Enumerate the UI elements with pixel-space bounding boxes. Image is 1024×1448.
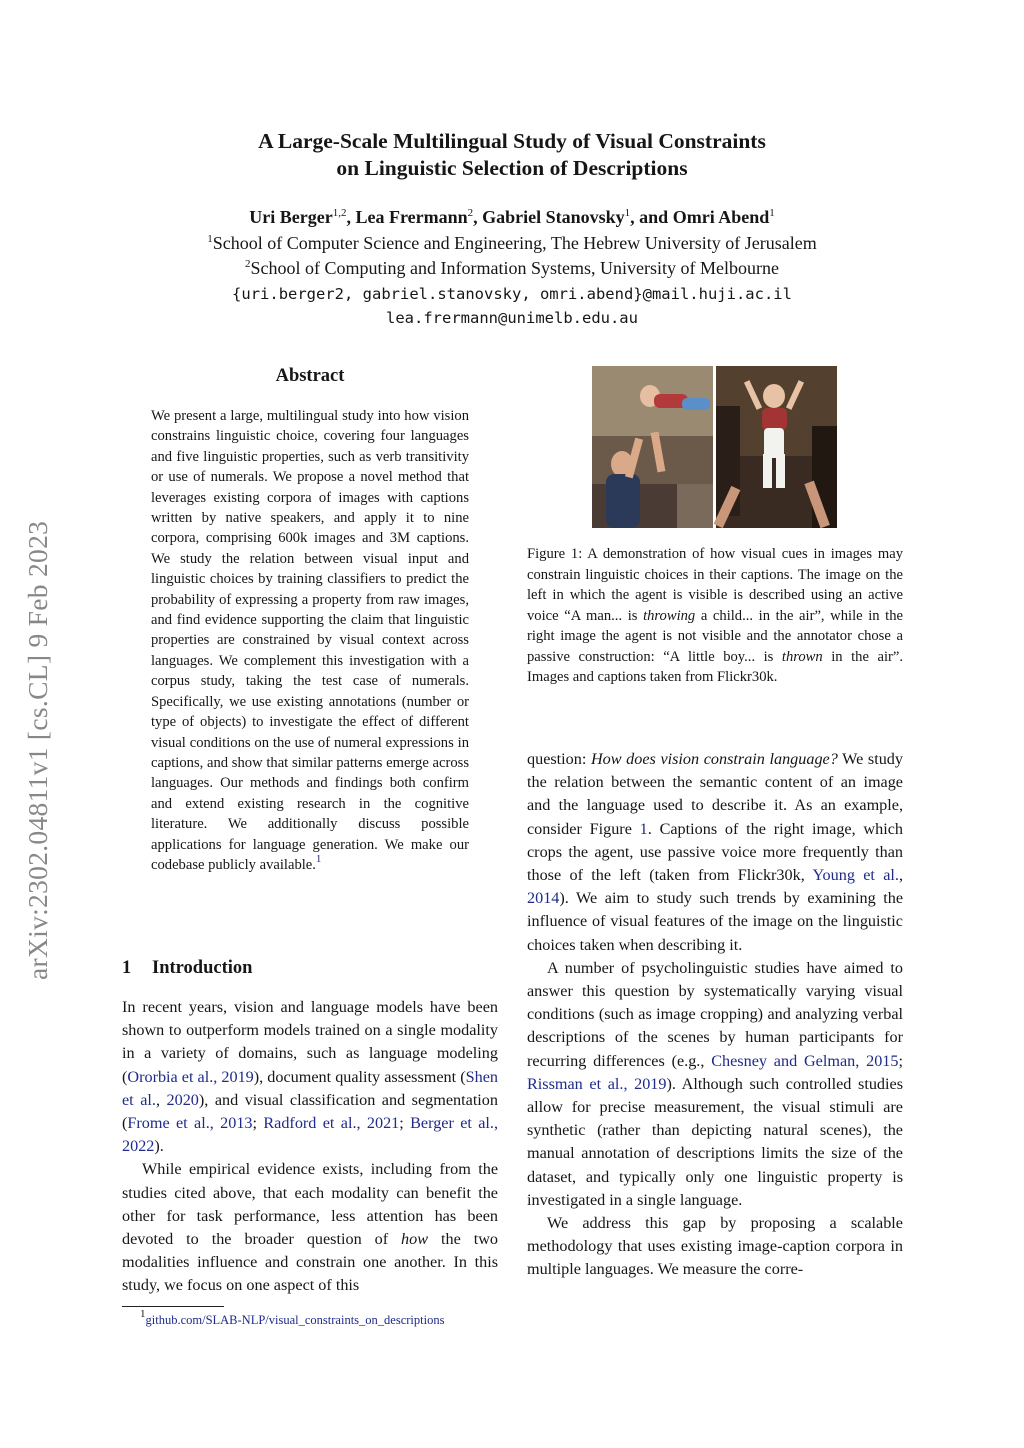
paragraph [122, 996, 498, 1158]
intro-right-column [527, 748, 903, 1282]
figure-1-photos [592, 366, 837, 528]
emphasis: How does vision constrain language? [590, 750, 838, 768]
text-run: A number of psycholinguistic studies have aimed to answer this question by systematically varying visual conditions (such as image cropping) and analyzing verbal descriptions of the scenes by human participants for recurring differences (e.g., [527, 958, 903, 1070]
citation-link[interactable]: Young et al. [812, 866, 899, 885]
citation-link[interactable]: Chesney and Gelman, 2015 [711, 1051, 899, 1070]
paragraph [122, 1158, 498, 1297]
affiliation-mark: 1 [207, 233, 213, 245]
text-run: question: [527, 750, 591, 768]
affiliation-mark: 2 [245, 258, 251, 270]
author-name: Lea Frermann [355, 207, 468, 227]
author-separator: , [346, 207, 356, 227]
citation-link[interactable]: 2020 [166, 1090, 199, 1109]
citation-link[interactable]: 2014 [527, 889, 560, 908]
footnote-link[interactable]: github.com/SLAB-NLP/visual_constraints_on_descriptions [145, 1313, 445, 1327]
footnote-rule [122, 1306, 224, 1307]
figure-1-caption [527, 544, 903, 688]
section-title: Introduction [152, 958, 253, 978]
paragraph [527, 1212, 903, 1282]
text-run: ; [399, 1114, 411, 1133]
text-run: the two modalities influence and constrain one another. In this study, we focus on one aspect of this [122, 1230, 498, 1295]
email-line-1: {uri.berger2, gabriel.stanovsky, omri.abend}@mail.huji.ac.il [232, 285, 792, 303]
author-affil-mark: 1,2 [332, 207, 347, 219]
text-run: We study the relation between the semantic content of an image and the language used to describe it. As an example, consider Figure [527, 750, 903, 838]
text-run: , [898, 866, 903, 885]
footnote-mark: 1 [140, 1308, 146, 1320]
citation-link[interactable]: Ororbia et al., 2019 [127, 1067, 254, 1086]
text-run: , [155, 1090, 167, 1109]
paper-title [0, 128, 1024, 182]
affiliation-2 [0, 257, 1024, 279]
abstract-text: We present a large, multilingual study into how vision constrains linguistic choice, covering four languages and five linguistic properties, such as verb transitivity or use of numerals. We propose a novel method that leverages existing corpora of images with captions written by native speakers, and apply it to nine corpora, comprising 600k images and 3M captions. We study the relation between visual input and linguistic choices by training classifiers to predict the probability of expressing a property from raw images, and find evidence supporting the claim that linguistic properties are constrained by visual context across languages. We complement this investigation with a corpus study, taking the test case of numerals. Specifically, we use existing annotations (number or type of objects) to investigate the effect of different visual conditions on the use of numeral expressions in captions, and show that similar patterns emerge across languages. Our methods and findings both confirm and extend existing research in the cognitive literature. We additionally discuss possible applications for language generation. We make our codebase publicly available. [151, 408, 469, 873]
affiliation-text: School of Computer Science and Engineering, The Hebrew University of Jerusalem [212, 233, 817, 253]
paragraph [527, 957, 903, 1212]
author-list [0, 206, 1024, 228]
section-heading [122, 958, 252, 979]
title-line-2: on Linguistic Selection of Descriptions [336, 156, 688, 180]
citation-link[interactable]: Rissman et al., 2019 [527, 1074, 667, 1093]
text-run: We address this gap by proposing a scalable methodology that uses existing image-caption corpora in multiple languages. We measure the corre- [527, 1214, 903, 1279]
author-affil-mark: 1 [769, 207, 775, 219]
citation-link[interactable]: Berger et al., 2022 [122, 1114, 498, 1156]
citation-link[interactable]: Frome et al., 2013 [127, 1114, 253, 1133]
emphasis: throwing [643, 607, 696, 624]
text-run: Figure 1: A demonstration of how visual cues in images may constrain linguistic choices in their captions. The image on the left in which the agent is visible is described using an active voice “A man... is [527, 546, 903, 624]
author-name: Gabriel Stanovsky [482, 207, 625, 227]
emphasis: thrown [781, 648, 823, 665]
text-run: ). Although such controlled studies allow for precise measurement, the visual stimuli are synthetic (rather than depicting natural scenes), the manual annotation of descriptions limits the size of the dataset, and typically only one linguistic property is investigated in a single language. [527, 1074, 903, 1209]
title-line-1: A Large-Scale Multilingual Study of Visual Constraints [258, 129, 766, 153]
paragraph [527, 748, 903, 957]
email-line-2: lea.frermann@unimelb.edu.au [386, 309, 638, 327]
text-run: a child... in the air”, while in the right image the agent is not visible and the annotator chose a passive construction: “A little boy... is [527, 607, 904, 665]
citation-link[interactable]: Shen et al. [122, 1067, 498, 1109]
text-run: ). We aim to study such trends by examining the influence of visual features of the image on the linguistic choices taken when describing it. [527, 889, 903, 954]
text-run: ), and visual classification and segmentation ( [122, 1090, 498, 1133]
text-run: ; [252, 1114, 264, 1133]
intro-left-column [122, 996, 498, 1298]
text-run: ). [154, 1137, 164, 1156]
author-separator: , [473, 207, 483, 227]
author-name: Uri Berger [249, 207, 333, 227]
author-name: Omri Abend [672, 207, 770, 227]
text-run: . Captions of the right image, which crops the agent, use passive voice more frequently than those of the left (taken from Flickr30k, [527, 819, 903, 885]
author-separator: , and [630, 207, 673, 227]
abstract-body [151, 406, 469, 875]
footnote-ref[interactable]: 1 [315, 852, 322, 865]
abstract-heading: Abstract [275, 366, 345, 386]
figure-reference-link[interactable]: 1 [639, 819, 648, 838]
arxiv-identifier: arXiv:2302.04811v1 [cs.CL] 9 Feb 2023 [22, 520, 53, 980]
affiliation-text: School of Computing and Information Systems, University of Melbourne [250, 258, 779, 278]
text-run: ; [898, 1051, 903, 1070]
footnote [140, 1308, 445, 1328]
section-number: 1 [122, 958, 132, 978]
text-run: ), document quality assessment ( [253, 1067, 466, 1086]
left-photo-active-voice [592, 366, 713, 528]
author-affil-mark: 1 [624, 207, 631, 219]
text-run: In recent years, vision and language models have been shown to outperform models trained on a single modality in a variety of domains, such as language modeling ( [122, 998, 498, 1086]
emphasis: how [401, 1230, 429, 1249]
author-affil-mark: 2 [467, 207, 474, 219]
text-run: in the air”. Images and captions taken from Flickr30k. [527, 648, 903, 685]
citation-link[interactable]: Radford et al., 2021 [263, 1114, 400, 1133]
text-run: While empirical evidence exists, including from the studies cited above, that each modality can benefit the other for task performance, less attention has been devoted to the broader question of [122, 1160, 498, 1249]
right-photo-passive-voice [714, 366, 837, 528]
affiliation-1 [0, 232, 1024, 254]
